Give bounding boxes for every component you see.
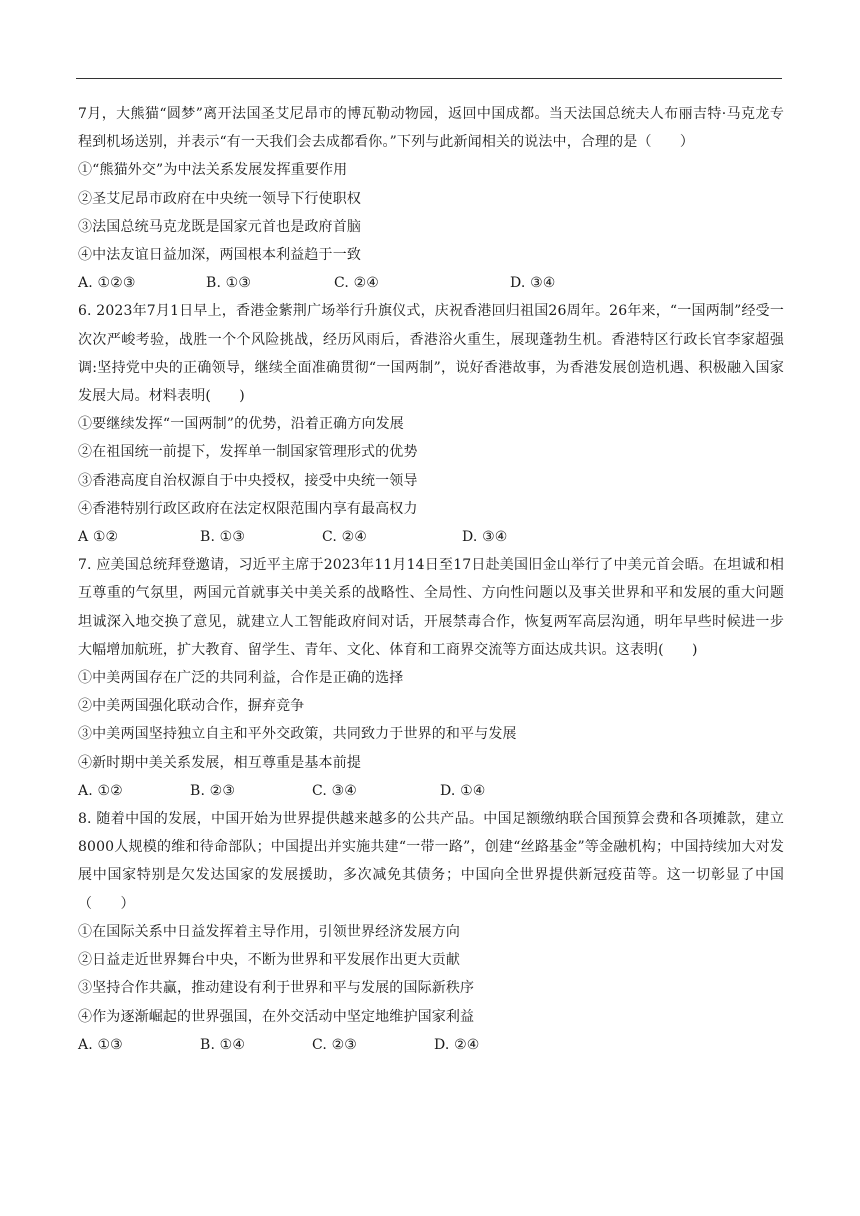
option-statement: ②日益走近世界舞台中央，不断为世界和平发展作出更大贡献	[78, 952, 461, 969]
answer-choices	[78, 269, 784, 297]
choice-c: C. ②③	[312, 1036, 357, 1053]
question-stem: 7. 应美国总统拜登邀请，习近平主席于2023年11月14日至17日赴美国旧金山举行了中美元首会晤。在坦诚和相互尊重的气氛里，两国元首就事关中美关系的战略性、全局性、方向性问题以及事关世界和平和发展的重大问题坦诚深入地交换了意见，就建立人工智能政府间对话，开展禁毒合作，恢复两军高层沟通，明年早些时候进一步大幅增加航班，扩大教育、留学生、青年、文化、体育和工商界交流等方面达成共识。这表明( )	[78, 557, 784, 658]
option-statement: ①“熊猫外交”为中法关系发展发挥重要作用	[78, 162, 348, 179]
option-statement: ①中美两国存在广泛的共同利益，合作是正确的选择	[78, 670, 404, 687]
question-block	[78, 297, 784, 551]
question-block	[78, 551, 784, 805]
choice-d: D. ③④	[510, 275, 556, 292]
answer-choices	[78, 523, 784, 551]
option-statement: ④香港特别行政区政府在法定权限范围内享有最高权力	[78, 500, 418, 517]
choice-a: A ①②	[78, 529, 119, 546]
option-statement: ④作为逐渐崛起的世界强国，在外交活动中坚定地维护国家利益	[78, 1008, 475, 1025]
choice-b: B. ①③	[206, 275, 252, 292]
option-statement: ③坚持合作共赢，推动建设有利于世界和平与发展的国际新秩序	[78, 980, 475, 997]
choice-a: A. ①③	[78, 1036, 123, 1053]
choice-c: C. ②④	[322, 529, 367, 546]
question-stem: 8. 随着中国的发展，中国开始为世界提供越来越多的公共产品。中国足额缴纳联合国预算会费和各项摊款，建立8000人规模的维和待命部队；中国提出并实施共建“一带一路”，创建“丝路基金”等金融机构；中国持续加大对发展中国家特别是欠发达国家的发展援助，多次减免其债务；中国向全世界提供新冠疫苗等。这一切彰显了中国（ ）	[78, 811, 784, 912]
choice-c: C. ③④	[312, 782, 357, 799]
choice-d: D. ③④	[462, 529, 508, 546]
question-stem: 6. 2023年7月1日早上，香港金紫荆广场举行升旗仪式，庆祝香港回归祖国26周年。26年来，“一国两制”经受一次次严峻考验，战胜一个个风险挑战，经历风雨后，香港浴火重生，展现蓬勃生机。香港特区行政长官李家超强调:坚持党中央的正确领导，继续全面准确贯彻“一国两制”，说好香港故事，为香港发展创造机遇、积极融入国家发展大局。材料表明( )	[78, 303, 784, 405]
option-statement: ①在国际关系中日益发挥着主导作用，引领世界经济发展方向	[78, 923, 461, 940]
choice-b: B. ①③	[200, 529, 246, 546]
option-statement: ④中法友谊日益加深，两国根本利益趋于一致	[78, 247, 361, 264]
choice-c: C. ②④	[334, 275, 379, 292]
question-stem: 7月，大熊猫“圆梦”离开法国圣艾尼昂市的博瓦勒动物园，返回中国成都。当天法国总统夫人布丽吉特·马克龙专程到机场送别，并表示“有一天我们会去成都看你。”下列与此新闻相关的说法中，合理的是（ ）	[78, 106, 784, 151]
option-statement: ④新时期中美关系发展，相互尊重是基本前提	[78, 754, 361, 771]
choice-a: A. ①②	[78, 782, 123, 799]
option-statement: ②圣艾尼昂市政府在中央统一领导下行使职权	[78, 190, 361, 207]
header-rule	[76, 78, 782, 79]
choice-b: B. ②③	[190, 782, 236, 799]
question-block	[78, 100, 784, 297]
option-statement: ③中美两国坚持独立自主和平外交政策，共同致力于世界的和平与发展	[78, 726, 517, 743]
option-statement: ②中美两国强化联动合作，摒弃竞争	[78, 698, 305, 715]
choice-a: A. ①②③	[78, 275, 136, 292]
option-statement: ③法国总统马克龙既是国家元首也是政府首脑	[78, 218, 361, 235]
choice-b: B. ①④	[200, 1036, 246, 1053]
option-statement: ③香港高度自治权源自于中央授权，接受中央统一领导	[78, 472, 418, 489]
choice-d: D. ②④	[434, 1036, 480, 1053]
option-statement: ①要继续发挥“一国两制”的优势，沿着正确方向发展	[78, 416, 404, 433]
question-sheet	[78, 100, 784, 1059]
answer-choices	[78, 1031, 784, 1059]
answer-choices	[78, 777, 784, 805]
choice-d: D. ①④	[440, 782, 486, 799]
option-statement: ②在祖国统一前提下，发挥单一制国家管理形式的优势	[78, 444, 418, 461]
question-block	[78, 805, 784, 1059]
